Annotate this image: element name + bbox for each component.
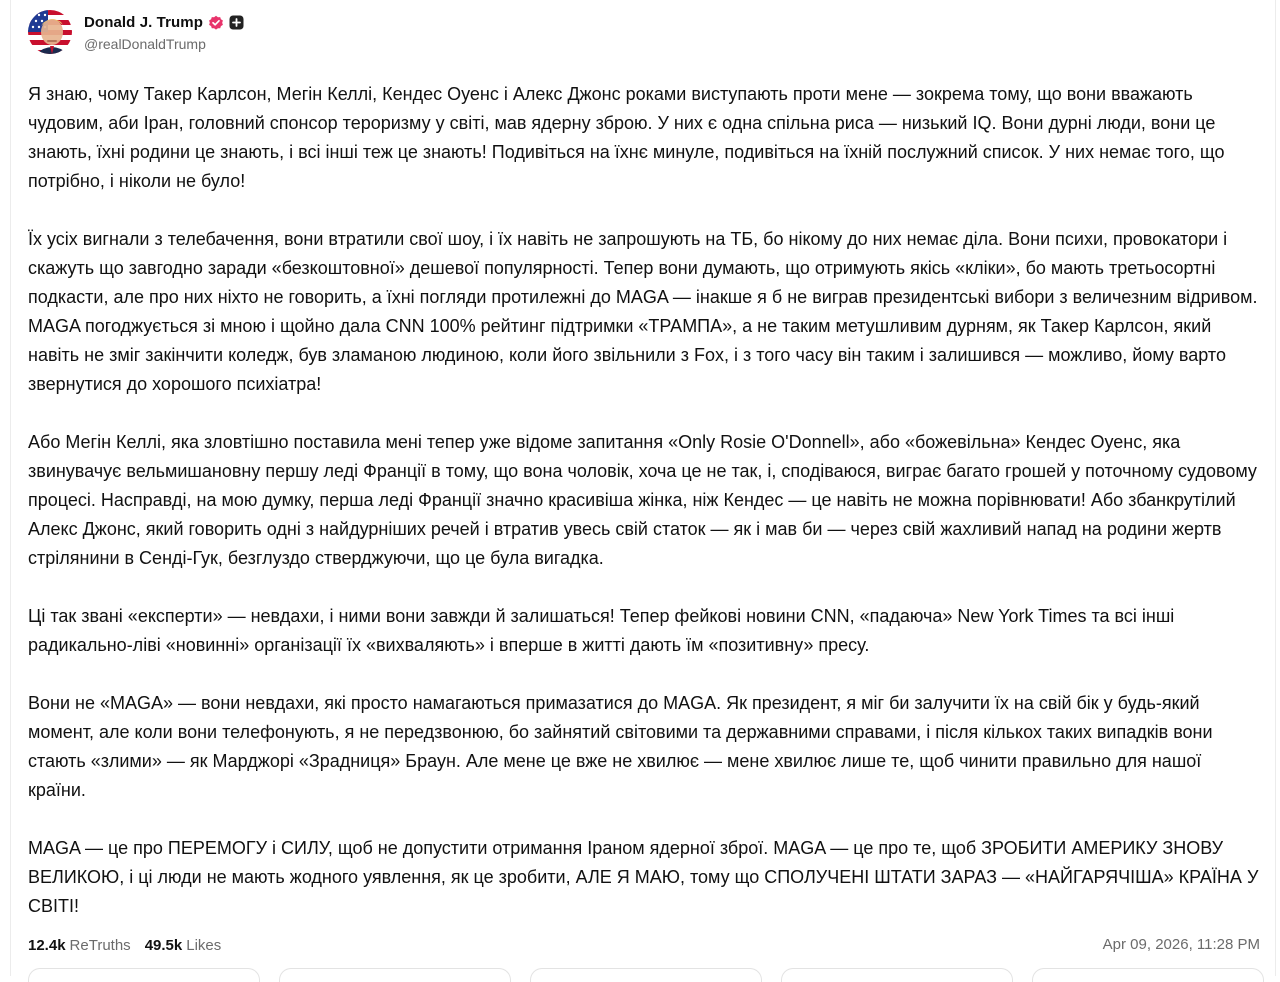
avatar-flag-portrait-icon: [28, 10, 72, 54]
post-timestamp[interactable]: Apr 09, 2026, 11:28 PM: [1102, 936, 1260, 953]
post-text: [28, 80, 1264, 921]
post-stats: [28, 934, 235, 956]
reply-action[interactable]: [28, 968, 260, 982]
avatar[interactable]: [28, 10, 72, 54]
post-paragraph-6: MAGA — це про ПЕРЕМОГУ і СИЛУ, щоб не допустити отримання Іраном ядерної зброї. MAGA — це про те, щоб ЗРОБИТИ АМЕРИКУ ЗНОВУ ВЕЛИКОЮ, і ці люди не мають жодного уявлення, як це зробити, АЛЕ Я МАЮ, тому що СПОЛУЧЕНІ ШТАТИ ЗАРАЗ — «НАЙГАРЯЧІША» КРАЇНА У СВІТІ!: [28, 838, 1259, 916]
author-display-name[interactable]: Donald J. Trump: [84, 14, 204, 31]
post-paragraph-3: Або Мегін Келлі, яка зловтішно поставила мені тепер уже відоме запитання «Only Rosie O'Donnell», або «божевільна» Кендес Оуенс, яка звинувачує вельмишановну першу леді Франції в тому, що вона чоловік, хоча це не так, і, сподіваюся, виграє багато грошей у поточному судовому процесі. Насправді, на мою думку, перша леді Франції значно красивіша жінка, ніж Кендес — це навіть не можна порівнювати! Або збанкрутілий Алекс Джонс, який говорить одні з найдурніших речей і втратив увесь свій статок — як і мав би — через свій жахливий напад на родини жертв стрілянини в Сенді-Гук, безглуздо стверджуючи, що це була вигадка.: [28, 432, 1257, 568]
retruths-stat[interactable]: [28, 937, 131, 954]
name-row: [84, 12, 244, 34]
post-paragraph-1: Я знаю, чому Такер Карлсон, Мегін Келлі, Кендес Оуенс і Алекс Джонс роками виступають проти мене — зокрема тому, що вони вважають чудовим, аби Іран, головний спонсор тероризму у світі, мав ядерну зброю. У них є одна спільна риса — низький IQ. Вони дурні люди, вони це знають, їхні родини це знають, і всі інші теж це знають! Подивіться на їхнє минуле, подивіться на їхній послужний список. У них немає того, що потрібно, і ніколи не було!: [28, 84, 1225, 191]
post-paragraph-5: Вони не «MAGA» — вони невдахи, які просто намагаються примазатися до MAGA. Як президент, я міг би залучити їх на свій бік у будь-який момент, але коли вони телефонують, я не передзвонюю, бо зайнятий світовими та державними справами, і після кількох таких випадків вони стають «злими» — як Марджорі «Зрадниця» Браун. Але мене це вже не хвилює — мене хвилює лише те, щоб чинити правильно для нашої країни.: [28, 693, 1213, 800]
retruth-action[interactable]: [279, 968, 511, 982]
post-paragraph-4: Ці так звані «експерти» — невдахи, і ними вони завжди й залишаться! Тепер фейкові новини CNN, «падаюча» New York Times та всі інші радикально-ліві «новинні» організації їх «вихваляють» і вперше в житті дають їм «позитивну» пресу.: [28, 606, 1175, 655]
post-paragraph-2: Їх усіх вигнали з телебачення, вони втратили свої шоу, і їх навіть не запрошують на ТБ, бо нікому до них немає діла. Вони психи, провокатори і скажуть що завгодно заради «безкоштовної» дешевої популярності. Тепер вони думають, що отримують якісь «кліки», бо мають третьосортні подкасти, але про них ніхто не говорить, а їхні погляди протилежні до MAGA — інакше я б не виграв президентські вибори з величезним відривом. MAGA погоджується зі мною і щойно дала CNN 100% рейтинг підтримки «ТРАМПА», а не таким метушливим дурням, як Такер Карлсон, який навіть не зміг закінчити коледж, був зламаною людиною, коли його звільнили з Fox, і з того часу він таким і залишився — можливо, йому варто звернутися до хорошого психіатра!: [28, 229, 1258, 394]
likes-stat[interactable]: [145, 937, 222, 954]
more-action[interactable]: [1032, 968, 1264, 982]
add-plus-icon[interactable]: [229, 15, 244, 30]
retruths-label: ReTruths: [69, 936, 131, 954]
author-handle[interactable]: @realDonaldTrump: [84, 35, 206, 52]
author-identity: [84, 12, 244, 53]
retruths-count: 12.4k: [28, 936, 66, 954]
share-action[interactable]: [781, 968, 1013, 982]
likes-label: Likes: [186, 936, 222, 954]
like-action[interactable]: [530, 968, 762, 982]
post-header: [28, 8, 244, 56]
likes-count: 49.5k: [144, 936, 183, 954]
action-bar: [28, 968, 1264, 980]
verified-badge-icon: [208, 15, 224, 31]
